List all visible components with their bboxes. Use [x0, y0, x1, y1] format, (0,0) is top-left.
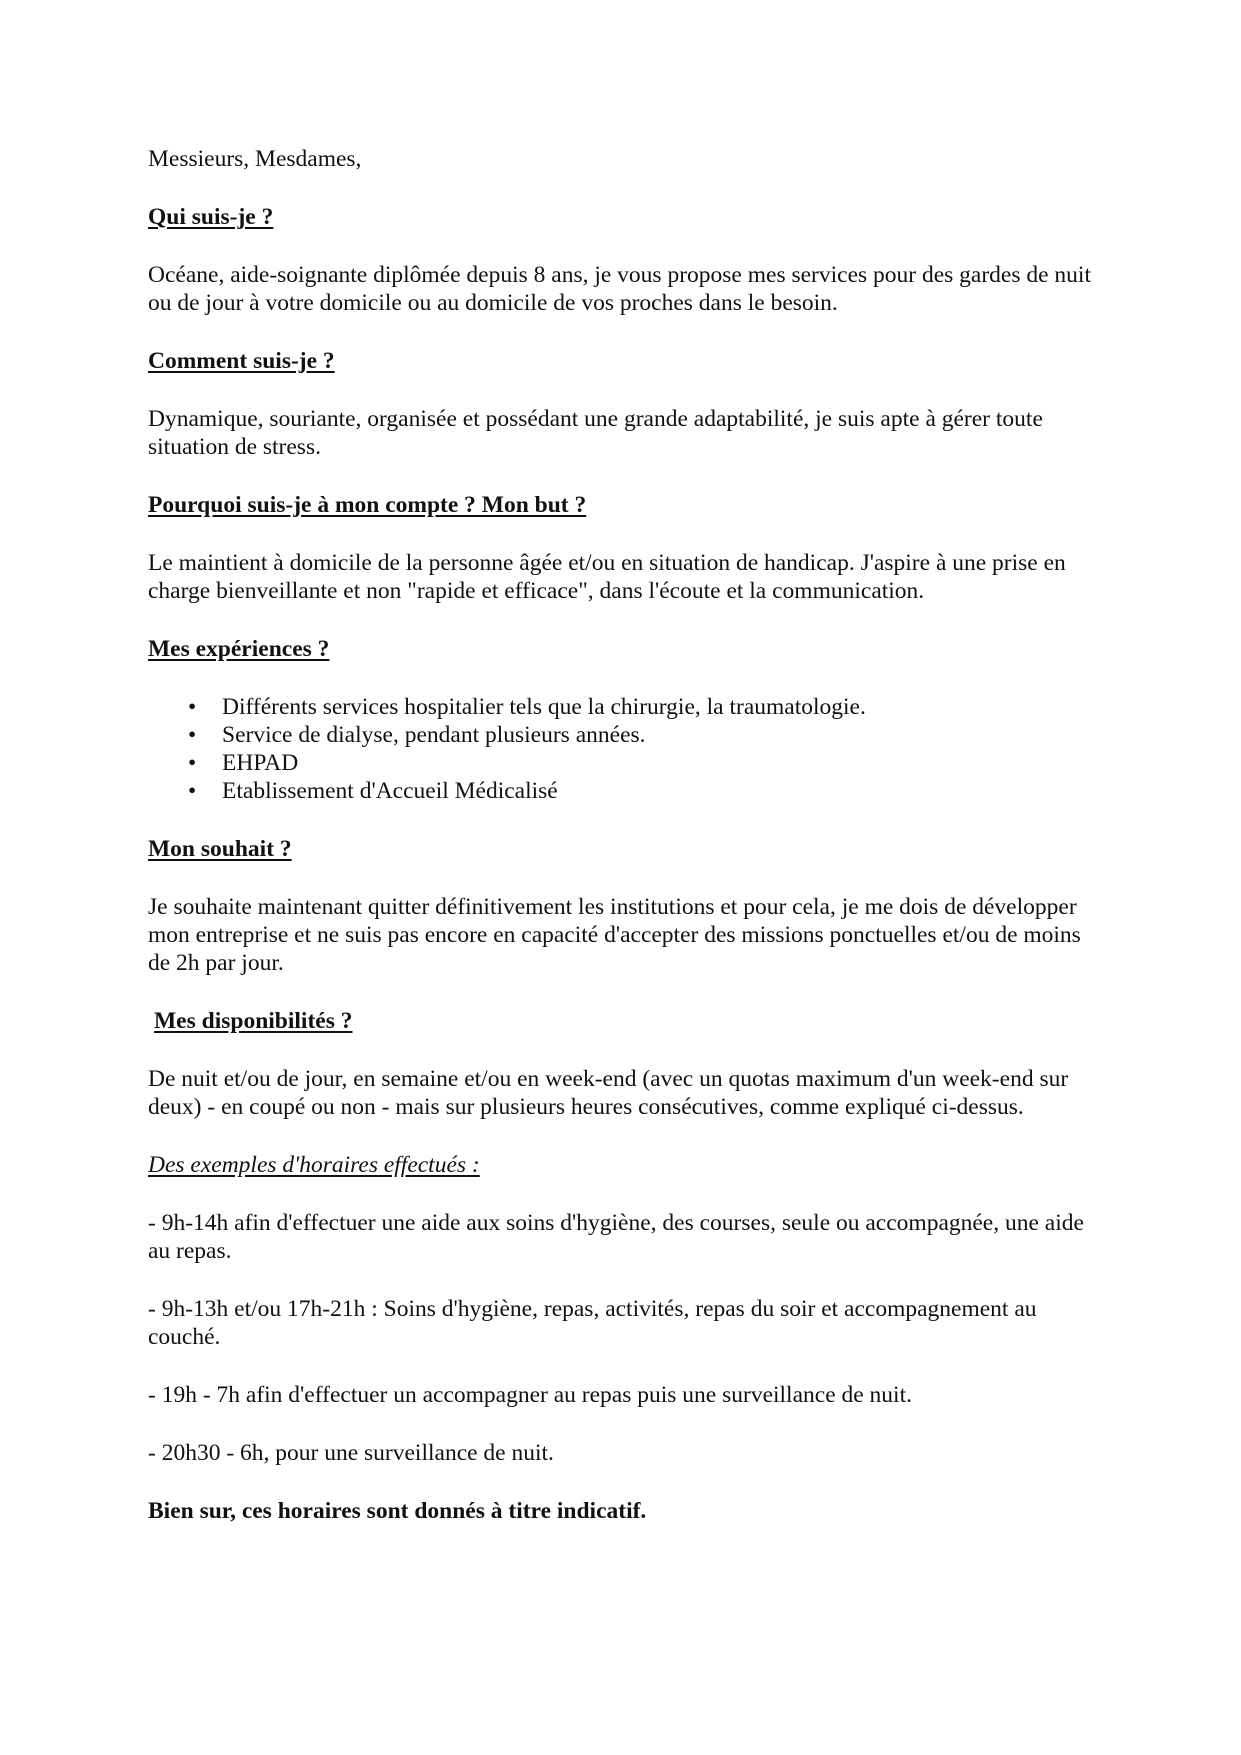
- schedule-example: - 9h-14h afin d'effectuer une aide aux soins d'hygiène, des courses, seule ou accompagnée, une aide au repas.: [148, 1210, 1084, 1264]
- bullet-icon: •: [188, 750, 197, 776]
- paragraph-availability: De nuit et/ou de jour, en semaine et/ou en week-end (avec un quotas maximum d'un week-end sur deux) - en coupé ou non - mais sur plusieurs heures consécutives, comme expliqué ci-dessus.: [148, 1066, 1069, 1120]
- closing-statement: Bien sur, ces horaires sont donnés à titre indicatif.: [148, 1498, 647, 1524]
- heading-why: Pourquoi suis-je à mon compte ? Mon but ?: [148, 492, 587, 518]
- list-item: [148, 721, 1108, 749]
- schedule-example: - 20h30 - 6h, pour une surveillance de nuit.: [148, 1440, 554, 1466]
- list-item: [148, 749, 1108, 777]
- heading-wish: Mon souhait ?: [148, 836, 292, 862]
- paragraph-who: Océane, aide-soignante diplômée depuis 8 ans, je vous propose mes services pour des gardes de nuit ou de jour à votre domicile ou au domicile de vos proches dans le besoin.: [148, 262, 1091, 316]
- schedule-example: - 19h - 7h afin d'effectuer un accompagner au repas puis une surveillance de nuit.: [148, 1382, 912, 1408]
- bullet-icon: •: [188, 694, 197, 720]
- list-item-text: Etablissement d'Accueil Médicalisé: [222, 778, 558, 804]
- bullet-icon: •: [188, 722, 197, 748]
- list-item: [148, 777, 1108, 805]
- heading-availability: Mes disponibilités ?: [154, 1008, 353, 1034]
- heading-experiences: Mes expériences ?: [148, 636, 330, 662]
- greeting: Messieurs, Mesdames,: [148, 146, 362, 172]
- subheading-examples: Des exemples d'horaires effectués :: [148, 1152, 480, 1178]
- list-item-text: EHPAD: [222, 750, 299, 776]
- list-item-text: Service de dialyse, pendant plusieurs années.: [222, 722, 646, 748]
- document-body: [148, 145, 1108, 1525]
- heading-how: Comment suis-je ?: [148, 348, 335, 374]
- list-item: [148, 693, 1108, 721]
- paragraph-why: Le maintient à domicile de la personne âgée et/ou en situation de handicap. J'aspire à une prise en charge bienveillante et non "rapide et efficace", dans l'écoute et la communication.: [148, 550, 1066, 604]
- paragraph-wish: Je souhaite maintenant quitter définitivement les institutions et pour cela, je me dois de développer mon entreprise et ne suis pas encore en capacité d'accepter des missions ponctuelles et/ou de moins de 2h par jour.: [148, 894, 1081, 976]
- experiences-list: [148, 693, 1108, 805]
- paragraph-how: Dynamique, souriante, organisée et possédant une grande adaptabilité, je suis apte à gérer toute situation de stress.: [148, 406, 1043, 460]
- bullet-icon: •: [188, 778, 197, 804]
- heading-who: Qui suis-je ?: [148, 204, 274, 230]
- list-item-text: Différents services hospitalier tels que la chirurgie, la traumatologie.: [222, 694, 866, 720]
- schedule-example: - 9h-13h et/ou 17h-21h : Soins d'hygiène, repas, activités, repas du soir et accompagnement au couché.: [148, 1296, 1037, 1350]
